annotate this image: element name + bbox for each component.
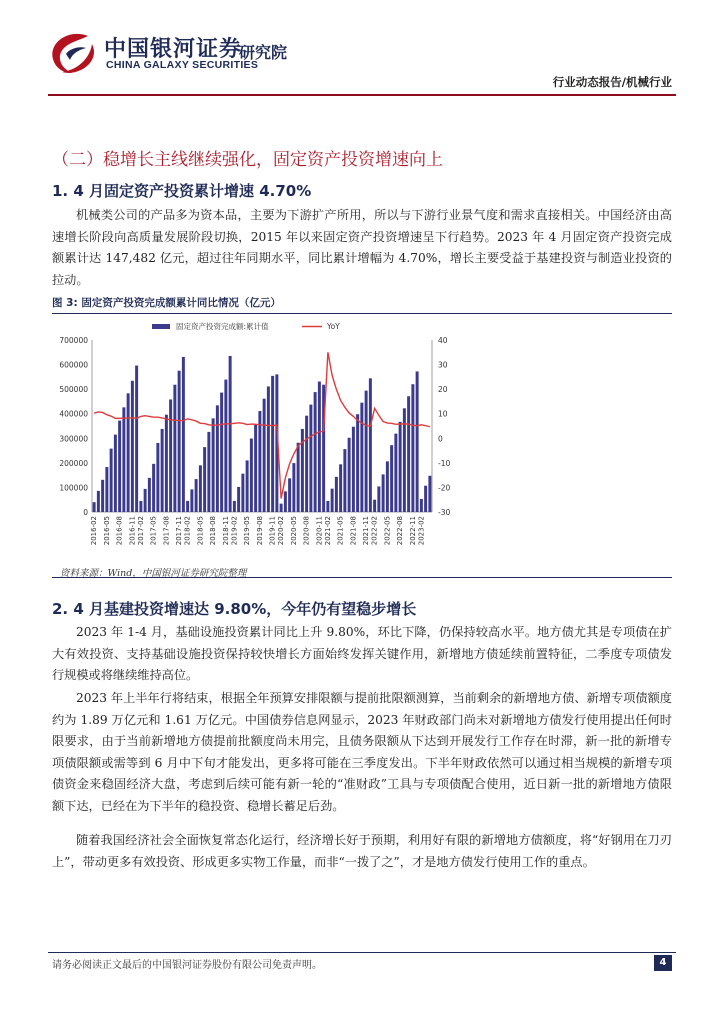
bar xyxy=(411,384,414,512)
bar xyxy=(246,460,249,512)
bar xyxy=(93,502,96,512)
bar xyxy=(390,445,393,512)
figure-caption: 图 3: 固定资产投资完成额累计同比情况（亿元） xyxy=(52,297,281,309)
x-tick-label: 2016-08 xyxy=(115,516,124,546)
bar xyxy=(348,438,351,512)
bar xyxy=(331,489,334,512)
bar xyxy=(297,443,300,512)
bar xyxy=(131,381,134,512)
bar xyxy=(105,467,108,512)
y-right-tick-label: 40 xyxy=(438,336,448,345)
bar xyxy=(178,371,181,512)
x-tick-label: 2021-11 xyxy=(362,516,371,546)
page-number: 4 xyxy=(654,955,672,971)
x-tick-label: 2021-02 xyxy=(323,516,332,546)
bar xyxy=(110,449,113,512)
report-category: 行业动态报告/机械行业 xyxy=(552,75,672,89)
bar xyxy=(326,501,329,512)
logo-chinese-name: 中国银河证券 xyxy=(104,37,243,62)
subsection-2-paragraph-3: 随着我国经济社会全面恢复常态化运行，经济增长好于预期，利用好有限的新增地方债额度，将“好钢用在刀刃上”，带动更多有效投资、形成更多实物工作量，而非“一拨了之”，才是地方债发行使用工作的重点。 xyxy=(52,833,672,869)
bar xyxy=(127,393,130,512)
x-tick-label: 2017-05 xyxy=(149,516,158,546)
y-right-tick-label: 30 xyxy=(438,360,448,370)
x-tick-label: 2018-02 xyxy=(183,516,192,546)
bar xyxy=(207,432,210,512)
x-tick-label: 2016-05 xyxy=(102,516,111,546)
bar xyxy=(199,465,202,512)
x-tick-label: 2017-11 xyxy=(175,516,184,546)
subsection-2-paragraph-2: 2023 年上半年行将结束，根据全年预算安排限额与提前批限额测算，当前剩余的新增地方债、新增专项债额度约为 1.89 万亿元和 1.61 万亿元。中国债券信息网显示，2023 年财政部门尚未对新增地方债发行使用提出任何时限要求，由于当前新增地方债提前批额度尚未用完，且债务限额从下达到开展发行工作存在时滞，新一批的新增专项债限额或需等到 6 月中下旬才能发出，更多将可能在三季度发出。下半年财政依然可以通过相当规模的新增专项债资金来稳固经济大盘，考虑到后续可能有新一轮的“准财政”工具与专项债配合使用，近日新一批的新增地方债限额下达，已经在为下半年的稳投资、稳增长蓄足后劲。 xyxy=(52,691,672,813)
legend-label-bar: 固定资产投资完成额:累计值 xyxy=(176,322,269,331)
galaxy-logo-icon xyxy=(48,30,96,76)
bar xyxy=(280,504,283,512)
x-tick-label: 2020-05 xyxy=(289,516,298,546)
bar xyxy=(139,501,142,512)
bar xyxy=(420,499,423,512)
bar xyxy=(263,399,266,512)
bar xyxy=(229,356,232,512)
bar xyxy=(212,418,215,512)
bar xyxy=(318,382,321,512)
x-tick-label: 2017-08 xyxy=(162,516,171,546)
bar xyxy=(377,486,380,512)
y-left-tick-label: 200000 xyxy=(59,458,88,468)
bar xyxy=(114,435,117,512)
x-tick-label: 2018-11 xyxy=(221,516,230,546)
y-right-tick-label: -20 xyxy=(438,483,451,493)
x-tick-label: 2018-05 xyxy=(196,516,205,546)
bar xyxy=(169,399,172,512)
y-right-tick-label: -30 xyxy=(438,508,451,517)
bar xyxy=(382,474,385,512)
logo-department: 研究院 xyxy=(239,43,288,62)
figure-source: 资料来源：Wind，中国银河证券研究院整理 xyxy=(60,568,247,579)
bar xyxy=(195,479,198,512)
x-tick-label: 2017-02 xyxy=(136,516,145,546)
y-left-tick-label: 700000 xyxy=(59,336,88,345)
bar xyxy=(369,378,372,512)
bar xyxy=(241,474,244,512)
legend-swatch-bar xyxy=(152,324,170,329)
bar xyxy=(118,421,121,512)
bar xyxy=(161,429,164,512)
x-tick-label: 2021-05 xyxy=(336,516,345,546)
x-tick-label: 2018-08 xyxy=(209,516,218,546)
bar xyxy=(186,501,189,512)
bar xyxy=(271,376,274,512)
bar xyxy=(352,427,355,512)
x-tick-label: 2022-05 xyxy=(383,516,392,546)
bar xyxy=(309,405,312,512)
bar xyxy=(373,500,376,512)
bar xyxy=(360,403,363,512)
bar xyxy=(424,486,427,512)
bar xyxy=(224,380,227,512)
y-right-tick-label: 20 xyxy=(438,385,448,395)
bar xyxy=(122,407,125,512)
y-left-tick-label: 600000 xyxy=(59,360,88,370)
bar xyxy=(216,405,219,512)
bar xyxy=(428,476,431,512)
bar xyxy=(148,478,151,512)
x-tick-label: 2022-11 xyxy=(408,516,417,546)
bar xyxy=(288,478,291,512)
x-tick-label: 2016-02 xyxy=(90,516,99,546)
legend-label-line: YoY xyxy=(327,322,340,331)
company-logo xyxy=(48,28,308,78)
bar xyxy=(399,422,402,512)
footer-divider xyxy=(48,952,676,953)
footer-disclaimer: 请务必阅读正文最后的中国银河证券股份有限公司免责声明。 xyxy=(52,960,322,971)
bar xyxy=(386,461,389,512)
y-left-tick-label: 500000 xyxy=(59,385,88,395)
x-tick-label: 2022-02 xyxy=(370,516,379,546)
bar xyxy=(144,489,147,512)
bar xyxy=(292,463,295,512)
y-left-tick-label: 400000 xyxy=(59,409,88,419)
x-tick-label: 2019-11 xyxy=(268,516,277,546)
x-tick-label: 2019-05 xyxy=(243,516,252,546)
x-tick-label: 2020-02 xyxy=(277,516,286,546)
subsection-2-paragraph-1: 2023 年 1-4 月，基础设施投资累计同比上升 9.80%，环比下降，仍保持较高水平。地方债尤其是专项债在扩大有效投资、支持基础设施投资保持较快增长方面始终发挥关键作用，新增地方债延续前置特征，二季度专项债发行规模或将继续维持高位。 xyxy=(52,625,672,682)
bar xyxy=(254,425,257,512)
bar xyxy=(165,415,168,512)
x-tick-label: 2019-08 xyxy=(255,516,264,546)
x-tick-label: 2022-08 xyxy=(396,516,405,546)
bar xyxy=(394,434,397,512)
bar xyxy=(203,447,206,512)
subsection-1-paragraph: 机械类公司的产品多为资本品，主要为下游扩产所用，所以与下游行业景气度和需求直接相关。中国经济由高速增长阶段向高质量发展阶段切换，2015 年以来固定资产投资增速呈下行趋势。2023 年 4 月固定资产投资完成额累计达 147,482 亿元，超过往年同期水平，同比累计增幅为 4.70%，增长主要受益于基建投资与制造业投资的拉动。 xyxy=(52,208,672,287)
header-divider xyxy=(48,94,676,96)
bar xyxy=(135,366,138,512)
y-left-tick-label: 300000 xyxy=(59,434,88,444)
logo-english-name: CHINA GALAXY SECURITIES xyxy=(106,59,259,71)
bar xyxy=(343,449,346,512)
y-left-tick-label: 0 xyxy=(83,508,88,517)
bar xyxy=(182,357,185,512)
bar xyxy=(356,414,359,512)
fixed-asset-investment-chart xyxy=(52,314,672,564)
x-tick-label: 2016-11 xyxy=(128,516,137,546)
bar xyxy=(152,464,155,512)
bar xyxy=(156,443,159,512)
bar xyxy=(314,392,317,512)
bar xyxy=(407,396,410,512)
bar xyxy=(220,393,223,512)
bar xyxy=(284,491,287,512)
x-tick-label: 2023-02 xyxy=(417,516,426,546)
y-right-tick-label: -10 xyxy=(438,458,451,468)
bar xyxy=(97,491,100,512)
x-tick-label: 2019-02 xyxy=(230,516,239,546)
bar xyxy=(339,464,342,512)
bar xyxy=(335,477,338,512)
x-tick-label: 2020-11 xyxy=(315,516,324,546)
section-heading: （二）稳增长主线继续强化，固定资产投资增速向上 xyxy=(52,150,443,170)
bar xyxy=(173,385,176,512)
bar xyxy=(365,391,368,512)
bar xyxy=(101,480,104,512)
y-left-tick-label: 100000 xyxy=(59,483,88,493)
bar xyxy=(233,501,236,512)
bar xyxy=(416,371,419,512)
bar xyxy=(250,439,253,512)
bar xyxy=(190,489,193,512)
bar xyxy=(305,416,308,512)
yoy-line xyxy=(94,352,430,498)
bar xyxy=(237,487,240,512)
bar xyxy=(267,386,270,512)
y-right-tick-label: 10 xyxy=(438,409,448,419)
subsection-2-heading: 2. 4 月基建投资增速达 9.80%，今年仍有望稳步增长 xyxy=(52,600,417,618)
x-tick-label: 2020-08 xyxy=(302,516,311,546)
y-right-tick-label: 0 xyxy=(438,434,443,444)
x-tick-label: 2021-08 xyxy=(349,516,358,546)
bar xyxy=(258,411,261,512)
subsection-1-heading: 1. 4 月固定资产投资累计增速 4.70% xyxy=(52,182,312,200)
